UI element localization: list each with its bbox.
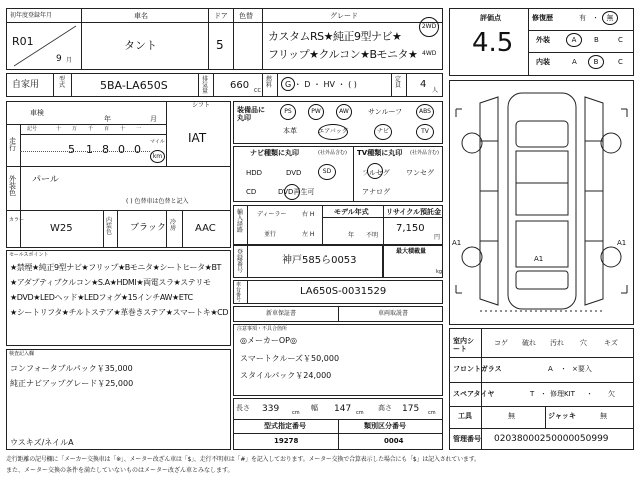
- glass-sep: ・: [560, 365, 567, 373]
- tv-oneseg: ワンセグ: [406, 169, 434, 177]
- height-label: 高さ: [378, 404, 392, 412]
- jack-value: 無: [600, 412, 607, 420]
- mileage-km-circled: km: [150, 150, 165, 163]
- spare-item-kit: 修理KIT: [550, 390, 575, 398]
- car-diagram: [450, 81, 633, 324]
- navi-cd: CD: [246, 188, 257, 196]
- recycle-value: 7,150: [396, 223, 425, 234]
- interior-grade-a: A: [572, 58, 577, 66]
- registration-month-unit: 月: [66, 57, 73, 64]
- designation-value: 19278: [274, 437, 299, 445]
- seat-label: 室内シート: [453, 337, 474, 354]
- model-code: 5BA-LA650S: [100, 79, 168, 92]
- recycle-label: リサイクル預託金: [386, 208, 442, 216]
- mileage-header-man: 万: [72, 126, 78, 132]
- fuel-label: 燃料: [266, 76, 273, 89]
- model-year-year: 年: [348, 232, 355, 239]
- navi-dvd-play: DVD再生可: [278, 188, 315, 196]
- footer-line-2: また、メーター交換の条件を満たしていないものはメーター改ざん車とみなします。: [6, 467, 234, 474]
- exterior-label: 外装色: [9, 175, 16, 197]
- import-parallel: 並行: [264, 231, 277, 238]
- import-dealer: ディーラー: [257, 211, 287, 218]
- inspection-note-line: 純正ナビアップグレード￥25,000: [10, 379, 134, 388]
- warranty-new: 新車保証書: [266, 310, 297, 317]
- first-registration-label: 初年度登録年月: [10, 12, 53, 19]
- import-right: 右 H: [302, 211, 315, 218]
- equip-pw: PW: [308, 104, 324, 120]
- capacity-label: 定員: [395, 76, 402, 89]
- class-value: 0004: [384, 437, 404, 445]
- mileage-label: 走行: [9, 137, 16, 152]
- inspection-month: 月: [150, 115, 157, 123]
- sales-line: ★禁煙★純正9型ナビ★フリップ★Bモニタ★シートヒータ★BT: [10, 263, 222, 272]
- equip-navi: ナビ: [374, 124, 392, 140]
- length-label: 長さ: [236, 404, 250, 412]
- width-label: 幅: [311, 404, 318, 412]
- tv-note: (社外品含む): [410, 150, 439, 156]
- inspection-note-line: コンフォータブルパック￥35,000: [10, 364, 133, 373]
- caution-line: ◎メーカーOP◎: [240, 336, 297, 345]
- plate-label: 登録番号: [237, 249, 244, 274]
- color-change-label: 色替: [239, 12, 253, 20]
- registration-month: 9: [56, 54, 62, 64]
- warranty-manual: 車両取説書: [378, 310, 409, 317]
- mgmt-number: 02038000250000050999: [494, 434, 609, 444]
- mileage-header-code: 記号: [27, 126, 38, 132]
- inspection-notes-label: 検査記入欄: [9, 351, 35, 357]
- navi-hdd: HDD: [246, 169, 263, 177]
- score-value: 4.5: [472, 28, 514, 58]
- tv-fullseg-circle: [367, 163, 383, 179]
- recycle-unit: 円: [434, 234, 441, 241]
- seat-item: 穴: [580, 339, 587, 347]
- seat-item: 破れ: [522, 339, 536, 347]
- equip-sunroof: サンルーフ: [368, 108, 403, 116]
- usage-type: 自家用: [12, 80, 40, 90]
- inspection-label: 車検: [30, 109, 44, 117]
- damage-mark: A1: [452, 239, 462, 247]
- equip-leather: 本革: [283, 127, 297, 135]
- spare-sep: ・: [540, 390, 547, 398]
- interior-grade-b-circled: B: [588, 55, 604, 69]
- load-label: 最大積載量: [396, 248, 427, 255]
- model-year-unknown: 不明: [366, 232, 379, 239]
- height-value: 175: [402, 404, 420, 414]
- drive-4wd: 4WD: [422, 50, 437, 57]
- load-unit: kg: [436, 269, 443, 275]
- mileage-header-hyaku: 百: [104, 126, 110, 132]
- navi-sd: SD: [318, 164, 336, 180]
- equip-ps: PS: [280, 104, 296, 120]
- ac-label: 冷房: [170, 219, 177, 232]
- import-left: 左 H: [302, 231, 315, 238]
- tv-fullseg: フルセグ: [362, 169, 390, 177]
- interior-grade-label: 内装: [536, 58, 550, 66]
- shift-value: IAT: [188, 131, 207, 145]
- interior-grade-c: C: [618, 58, 623, 66]
- tools-value: 無: [508, 412, 515, 420]
- grade-label: グレード: [330, 12, 358, 20]
- car-name-label: 車名: [134, 12, 148, 20]
- spare-item-missing: 欠: [608, 390, 615, 398]
- model-label: 型式: [59, 76, 66, 89]
- height-unit: cm: [428, 410, 436, 416]
- equip-aw: AW: [336, 104, 352, 120]
- equip-airbag: エアバッグ: [318, 124, 348, 140]
- width-unit: cm: [356, 410, 364, 416]
- class-label: 類別区分番号: [364, 422, 406, 430]
- glass-item-replace: ×要入: [572, 365, 592, 373]
- spare-sep: ・: [586, 390, 593, 398]
- grade-line-2: フリップ★クルコン★Bモニタ★: [268, 48, 418, 61]
- model-year-label: モデル年式: [334, 208, 369, 216]
- mileage-digit: 1: [86, 143, 93, 156]
- repair-no-circled: 無: [602, 11, 618, 25]
- seat-item: コゲ: [494, 339, 508, 347]
- length-unit: cm: [292, 410, 300, 416]
- sales-line: ★アダプティブクルコン★S.A★HDMI★両電スラ★ステリモ: [10, 278, 211, 287]
- navi-label: ナビ種類に丸印: [250, 149, 299, 157]
- glass-label: フロントガラス: [453, 365, 502, 373]
- designation-label: 型式指定番号: [264, 422, 306, 430]
- exterior-grade-a-circled: A: [566, 33, 582, 47]
- drive-2wd-circled: 2WD: [419, 17, 439, 37]
- tv-analog: アナログ: [362, 188, 390, 196]
- exterior-grade-label: 外装: [536, 36, 550, 44]
- import-label: 輸入経路: [237, 209, 244, 234]
- navi-dvd-play-circle: [284, 184, 300, 200]
- sales-line: ★DVD★LEDヘッド★LEDフォグ★15インチAW★ETC: [10, 293, 193, 302]
- mileage-header-10man: 十: [56, 126, 62, 132]
- exterior-color: パール: [32, 175, 59, 185]
- door-count: 5: [216, 38, 224, 52]
- displacement-unit: CC: [254, 88, 261, 94]
- sales-point-label: セールスポイント: [9, 252, 49, 258]
- score-label: 評価点: [480, 14, 501, 22]
- navi-note: (社外品含む): [318, 150, 347, 156]
- displacement-label: 排気量: [202, 76, 209, 95]
- registration-era: R01: [12, 35, 34, 48]
- seat-item: 汚れ: [550, 339, 564, 347]
- mileage-digit: 5: [68, 143, 75, 156]
- mileage-digit: 0: [134, 143, 141, 156]
- mileage-digit: 8: [102, 143, 109, 156]
- mileage-digit: 0: [118, 143, 125, 156]
- sales-line: ★シートリフタ★チルトステア★革巻きステア★スマートキ★CD: [10, 308, 229, 317]
- footer-line-1: 走行距離の記号欄に「メーカー交換車は「※」、メーター改ざん車は「$」、走行不明車は「#」を記入しております。メーター交換で合算表示した場合にも「$」は記入されています。: [6, 456, 480, 463]
- inspection-footer: ウスキズ/ネイルA: [10, 438, 74, 447]
- equipment-label: 装備品に丸印: [237, 106, 265, 123]
- tools-label: 工具: [458, 412, 472, 420]
- repair-sep: ・: [592, 14, 599, 22]
- chassis-label: 車台番号: [236, 282, 242, 303]
- exterior-grade-c: C: [618, 36, 623, 44]
- repair-label: 修復歴: [532, 14, 553, 22]
- displacement-value: 660: [230, 80, 250, 91]
- fuel-options: G ・ D ・ HV ・ ( ): [285, 80, 357, 89]
- shift-label: シフト: [192, 102, 211, 109]
- mileage-header-sen: 千: [88, 126, 94, 132]
- repair-yes: 有: [579, 14, 586, 22]
- glass-item-a: A: [548, 365, 553, 373]
- exterior-grade-b: B: [594, 36, 599, 44]
- colorcode-value: W25: [50, 223, 73, 234]
- jack-label: ジャッキ: [548, 412, 576, 420]
- car-name: タント: [124, 39, 157, 52]
- mileage-mile: マイル: [150, 139, 165, 145]
- capacity-unit: 人: [432, 87, 439, 94]
- navi-dvd: DVD: [286, 169, 302, 177]
- capacity-value: 4: [420, 79, 427, 90]
- chassis-value: LA650S-0031529: [300, 286, 387, 297]
- ac-value: AAC: [195, 223, 216, 234]
- equip-abs: ABS: [416, 104, 434, 120]
- width-value: 147: [334, 404, 352, 414]
- spare-item-t: T: [530, 390, 535, 398]
- colorcode-label: カラー: [9, 217, 25, 223]
- interior-color-label: 内装色: [106, 217, 113, 236]
- equip-tv: TV: [416, 124, 434, 140]
- mgmt-label: 管理番号: [453, 435, 481, 443]
- mileage-header-ichi: 一: [136, 126, 142, 132]
- spare-label: スペアタイヤ: [453, 390, 495, 398]
- inspection-year: 年: [104, 115, 111, 123]
- caution-line: スタイルパック￥24,000: [240, 371, 332, 380]
- plate-value: 神戸585ら0053: [282, 255, 357, 266]
- grade-line-1: カスタムRS★純正9型ナビ★: [268, 30, 402, 43]
- mileage-header-juu: 十: [120, 126, 126, 132]
- seat-item: キズ: [604, 339, 618, 347]
- damage-mark: A1: [534, 255, 544, 263]
- damage-mark: A1: [617, 239, 627, 247]
- door-label: ドア: [214, 12, 228, 20]
- caution-line: スマートクルーズ￥50,000: [240, 354, 340, 363]
- caution-label: 注意事項・不具合箇所: [237, 326, 288, 332]
- exterior-note: ( ) 色替車は色替と記入: [126, 198, 189, 205]
- length-value: 339: [262, 404, 280, 414]
- interior-color: ブラック: [130, 223, 166, 233]
- tv-label: TV種類に丸印: [357, 149, 403, 157]
